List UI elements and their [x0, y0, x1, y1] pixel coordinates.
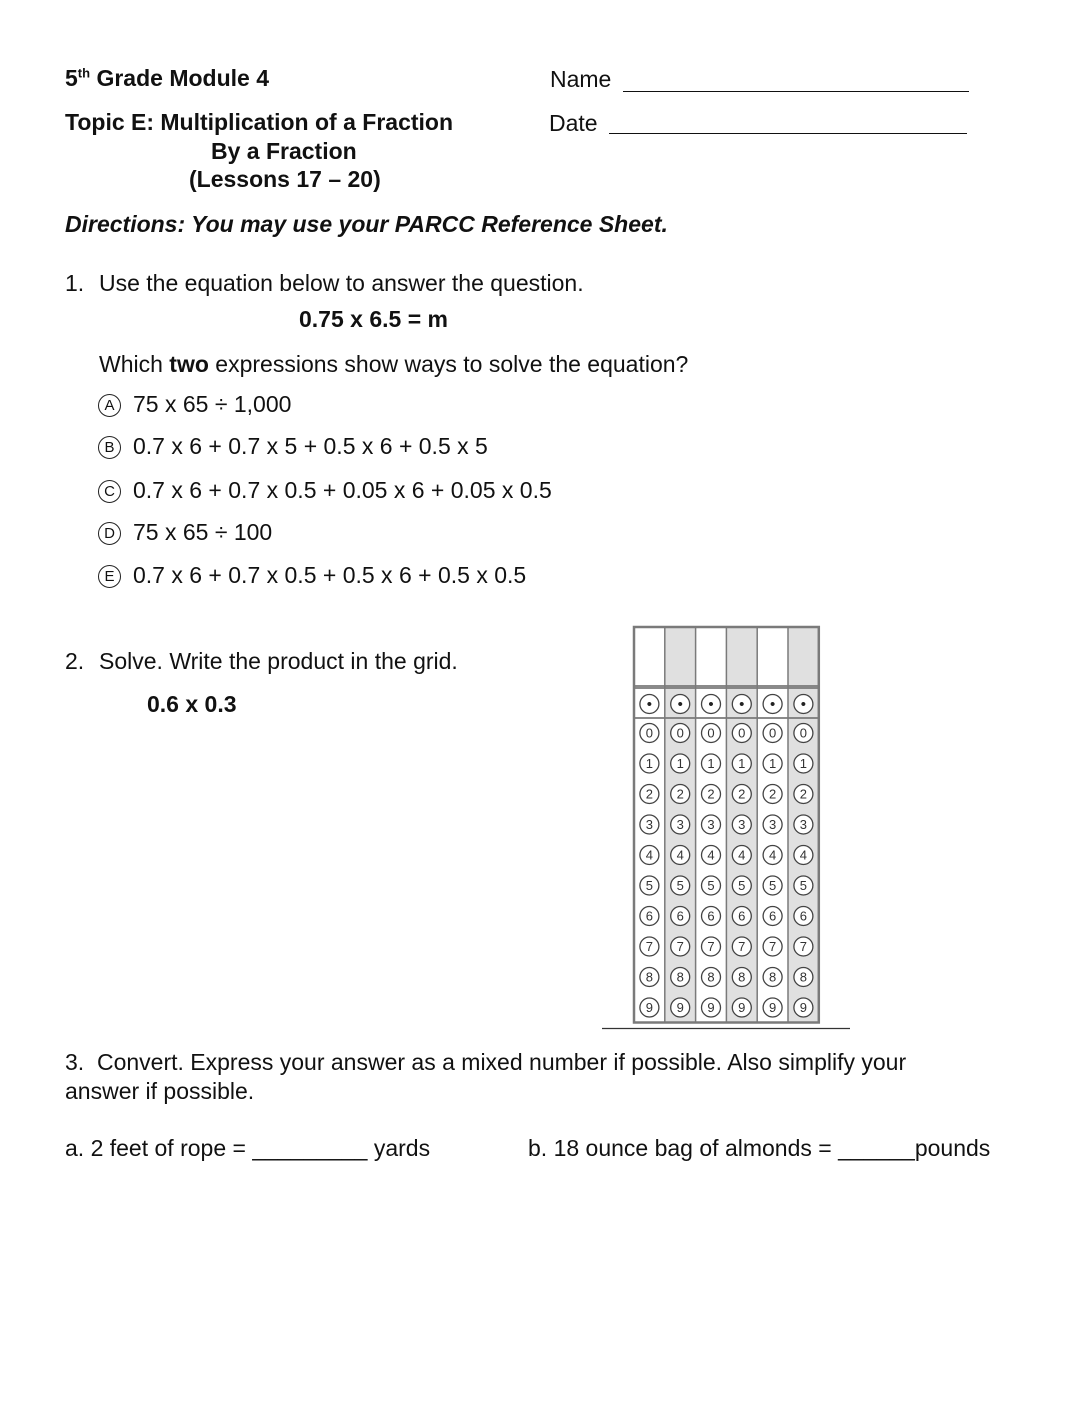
topic-line-2: By a Fraction [211, 138, 357, 164]
grid-digit-label: 6 [645, 908, 654, 924]
grid-digit-label: 1 [676, 756, 684, 771]
grid-answer-box[interactable] [696, 627, 727, 686]
grid-digit-label: 7 [768, 939, 777, 954]
grid-digit-label: 2 [676, 786, 684, 802]
grid-digit-label: 0 [738, 725, 746, 741]
grid-decimal-symbol: • [800, 696, 807, 713]
grid-digit-label: 8 [799, 969, 808, 985]
grid-digit-label: 3 [707, 817, 715, 832]
grid-digit-label: 1 [799, 756, 808, 771]
option-a-text: 75 x 65 ÷ 1,000 [133, 391, 292, 417]
date-label: Date [549, 110, 598, 136]
grid-digit-label: 6 [707, 908, 715, 924]
grid-digit-label: 7 [676, 939, 684, 954]
grid-digit-label: 9 [645, 1000, 654, 1015]
q1-question-bold: two [169, 351, 209, 377]
q3-part-a[interactable]: a. 2 feet of rope = _________ yards [65, 1135, 431, 1161]
q3-prompt-line-2: answer if possible. [65, 1078, 255, 1104]
grid-decimal-symbol: • [646, 696, 653, 713]
grid-digit-label: 6 [768, 908, 777, 924]
grid-digit-label: 8 [645, 969, 654, 985]
grid-digit-label: 0 [676, 725, 684, 741]
grid-digit-label: 3 [676, 817, 684, 832]
grid-digit-label: 1 [768, 756, 777, 771]
grid-answer-box[interactable] [726, 627, 757, 686]
name-label: Name [550, 66, 612, 92]
grid-digit-label: 2 [799, 786, 808, 802]
grid-digit-label: 2 [768, 786, 777, 802]
grid-digit-label: 6 [738, 908, 746, 924]
q2-expression: 0.6 x 0.3 [147, 691, 237, 717]
grade-suffix: th [77, 65, 91, 81]
name-field[interactable] [623, 91, 969, 92]
grid-digit-label: 4 [707, 847, 715, 863]
grid-digit-label: 1 [738, 756, 746, 771]
grid-digit-label: 8 [676, 969, 684, 985]
q1-option-e[interactable] [98, 562, 526, 589]
grid-digit-label: 4 [768, 847, 777, 863]
grid-digit-label: 7 [645, 939, 654, 954]
grid-digit-label: 4 [645, 847, 654, 863]
q3-prompt-text: Convert. Express your answer as a mixed number if possible. Also simplify your [96, 1049, 907, 1075]
option-a-bubble[interactable]: A [98, 394, 121, 417]
q1-prompt: Use the equation below to answer the question. [99, 270, 584, 296]
q3-part-b[interactable]: b. 18 ounce bag of almonds = ______pounds [528, 1135, 991, 1161]
q1-option-d[interactable] [98, 519, 272, 546]
grid-digit-label: 2 [738, 786, 746, 802]
grid-digit-label: 3 [799, 817, 808, 832]
q1-number: 1. [65, 270, 85, 296]
grid-digit-label: 9 [676, 1000, 684, 1015]
option-b-text: 0.7 x 6 + 0.7 x 5 + 0.5 x 6 + 0.5 x 5 [133, 433, 488, 459]
grid-decimal-symbol: • [739, 696, 745, 713]
grid-digit-label: 7 [799, 939, 808, 954]
option-b-bubble[interactable]: B [98, 436, 121, 459]
grid-answer-box[interactable] [788, 627, 819, 686]
grid-digit-label: 7 [738, 939, 746, 954]
grade-number: 5 [65, 65, 78, 91]
grid-digit-label: 9 [768, 1000, 777, 1015]
grid-digit-label: 8 [707, 969, 715, 985]
grid-digit-label: 8 [768, 969, 777, 985]
grid-digit-label: 6 [676, 908, 684, 924]
grid-digit-label: 6 [799, 908, 808, 924]
topic-line-1: Topic E: Multiplication of a Fraction [65, 109, 454, 135]
module-title [65, 65, 269, 92]
grid-answer-box[interactable] [665, 627, 696, 686]
q2-number: 2. [65, 648, 85, 674]
q1-question [99, 351, 688, 378]
directions: Directions: You may use your PARCC Reference Sheet. [65, 211, 668, 237]
grid-digit-label: 4 [799, 847, 808, 863]
grid-digit-label: 8 [738, 969, 746, 985]
grid-digit-label: 4 [738, 847, 746, 863]
q1-option-c[interactable] [98, 477, 552, 504]
grid-digit-label: 5 [645, 878, 654, 893]
grid-digit-label: 5 [768, 878, 777, 893]
grid-decimal-symbol: • [708, 696, 714, 713]
grid-digit-label: 4 [676, 847, 684, 863]
q2-prompt: Solve. Write the product in the grid. [99, 648, 458, 674]
option-e-bubble[interactable]: E [98, 565, 121, 588]
grid-digit-label: 0 [645, 725, 654, 741]
q1-option-a[interactable] [98, 391, 291, 418]
grid-digit-label: 9 [707, 1000, 715, 1015]
grid-digit-label: 3 [645, 817, 654, 832]
option-d-text: 75 x 65 ÷ 100 [133, 519, 273, 545]
grid-digit-label: 7 [707, 939, 715, 954]
grid-digit-label: 0 [707, 725, 715, 741]
grid-answer-box[interactable] [757, 627, 788, 686]
q1-option-b[interactable] [98, 433, 488, 460]
grid-digit-label: 2 [707, 786, 715, 802]
q3-number: 3. [65, 1049, 85, 1075]
grid-digit-label: 5 [738, 878, 746, 893]
grid-decimal-symbol: • [677, 696, 683, 713]
answer-grid[interactable] [600, 622, 852, 1034]
grid-digit-label: 0 [799, 725, 808, 741]
q3-prompt-line-1 [65, 1049, 906, 1076]
grid-digit-label: 1 [707, 756, 715, 771]
grid-digit-label: 5 [676, 878, 684, 893]
option-c-text: 0.7 x 6 + 0.7 x 0.5 + 0.05 x 6 + 0.05 x 0.5 [133, 477, 552, 503]
grid-decimal-symbol: • [769, 696, 776, 713]
option-c-bubble[interactable]: C [98, 480, 121, 503]
grid-digit-label: 5 [799, 878, 808, 893]
q1-equation: 0.75 x 6.5 = m [299, 306, 448, 332]
date-field[interactable] [609, 133, 967, 134]
grid-digit-label: 9 [799, 1000, 808, 1015]
grid-digit-label: 3 [768, 817, 777, 832]
option-e-text: 0.7 x 6 + 0.7 x 0.5 + 0.5 x 6 + 0.5 x 0.5 [133, 562, 527, 588]
grid-digit-label: 0 [768, 725, 777, 741]
grid-digit-label: 5 [707, 878, 715, 893]
q1-question-post: expressions show ways to solve the equation? [208, 351, 689, 377]
topic-line-3: (Lessons 17 – 20) [189, 166, 381, 192]
option-d-bubble[interactable]: D [98, 522, 121, 545]
q1-question-pre: Which [99, 351, 170, 377]
grid-digit-label: 2 [645, 786, 654, 802]
grid-digit-label: 1 [645, 756, 654, 771]
grid-digit-label: 3 [738, 817, 746, 832]
grid-answer-box[interactable] [634, 627, 665, 686]
grid-digit-label: 9 [738, 1000, 746, 1015]
grade-rest: Grade Module 4 [90, 65, 270, 91]
